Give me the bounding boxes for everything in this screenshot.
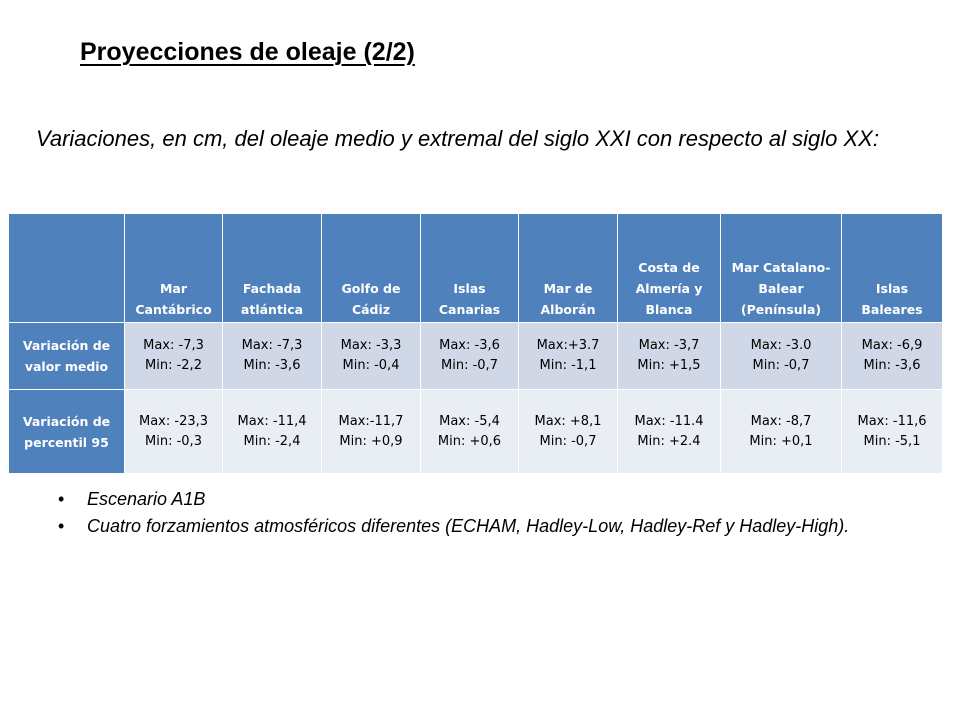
min-value: Min: -0,4: [342, 358, 400, 373]
min-value: Min: -3,6: [863, 358, 921, 373]
bullet-item: [58, 486, 918, 513]
max-value: Max: -11,4: [237, 413, 307, 429]
max-value: Max: -6,9: [861, 338, 923, 353]
table-row: [9, 390, 943, 474]
bullet-marker: •: [58, 516, 65, 536]
table-row: [9, 323, 943, 390]
bullet-item: [58, 513, 918, 540]
table-header-row: [9, 214, 943, 323]
max-value: Max: -11,6: [857, 413, 927, 429]
max-value: Max: -23,3: [138, 413, 209, 429]
min-value: Min: -5,1: [863, 433, 921, 449]
max-value: Max: -8,7: [750, 413, 812, 429]
min-value: Min: -0,7: [752, 358, 810, 373]
column-header: Islas Canarias: [421, 214, 519, 323]
min-value: Min: -2,2: [145, 358, 202, 373]
table-cell: [618, 390, 721, 474]
min-value: Min: -0,7: [539, 433, 597, 449]
table-cell: [721, 323, 842, 390]
slide-title: Proyecciones de oleaje (2/2): [80, 38, 415, 66]
min-value: Min: +0,6: [437, 433, 502, 449]
wave-variation-table: [8, 213, 943, 474]
table-corner-cell: [9, 214, 125, 323]
min-value: Min: +0,1: [749, 433, 813, 449]
max-value: Max: -7,3: [143, 338, 204, 353]
min-value: Min: -1,1: [539, 358, 597, 373]
row-header: Variación de percentil 95: [9, 390, 125, 474]
min-value: Min: +2.4: [637, 433, 701, 449]
table-cell: [223, 390, 322, 474]
max-value: Max: -11.4: [634, 413, 704, 429]
bullet-text: Cuatro forzamientos atmosféricos diferentes (ECHAM, Hadley-Low, Hadley-Ref y Hadley-High).: [87, 516, 850, 536]
table-cell: [223, 323, 322, 390]
column-header: Mar Catalano-Balear (Península): [721, 214, 842, 323]
column-header: Mar de Alborán: [519, 214, 618, 323]
table-cell: [322, 390, 421, 474]
column-header: Costa de Almería y Blanca: [618, 214, 721, 323]
max-value: Max:-11,7: [338, 413, 404, 429]
table-cell: [519, 323, 618, 390]
column-header: Islas Baleares: [842, 214, 943, 323]
min-value: Min: -0,7: [441, 358, 498, 373]
table-cell: [618, 323, 721, 390]
table-cell: [421, 390, 519, 474]
slide-subtitle: Variaciones, en cm, del oleaje medio y extremal del siglo XXI con respecto al siglo XX:: [36, 126, 879, 151]
row-header: Variación de valor medio: [9, 323, 125, 390]
table-cell: [842, 323, 943, 390]
table-cell: [125, 390, 223, 474]
table-cell: [322, 323, 421, 390]
max-value: Max: -3,7: [638, 338, 700, 353]
max-value: Max: -5,4: [439, 413, 500, 429]
bullet-text: Escenario A1B: [87, 489, 206, 509]
table-cell: [842, 390, 943, 474]
max-value: Max: -7,3: [241, 338, 303, 353]
bullet-list: [58, 486, 918, 540]
max-value: Max: -3,6: [439, 338, 500, 353]
table-cell: [519, 390, 618, 474]
min-value: Min: -0,3: [145, 433, 202, 449]
table-cell: [125, 323, 223, 390]
max-value: Max: -3.0: [750, 338, 812, 353]
bullet-marker: •: [58, 489, 65, 509]
table-cell: [421, 323, 519, 390]
max-value: Max:+3.7: [536, 338, 600, 353]
min-value: Min: -3,6: [243, 358, 301, 373]
column-header: Mar Cantábrico: [125, 214, 223, 323]
min-value: Min: -2,4: [243, 433, 301, 449]
column-header: Golfo de Cádiz: [322, 214, 421, 323]
max-value: Max: -3,3: [340, 338, 402, 353]
column-header: Fachada atlántica: [223, 214, 322, 323]
min-value: Min: +1,5: [637, 358, 701, 373]
table-cell: [721, 390, 842, 474]
min-value: Min: +0,9: [339, 433, 403, 449]
max-value: Max: +8,1: [534, 413, 602, 429]
